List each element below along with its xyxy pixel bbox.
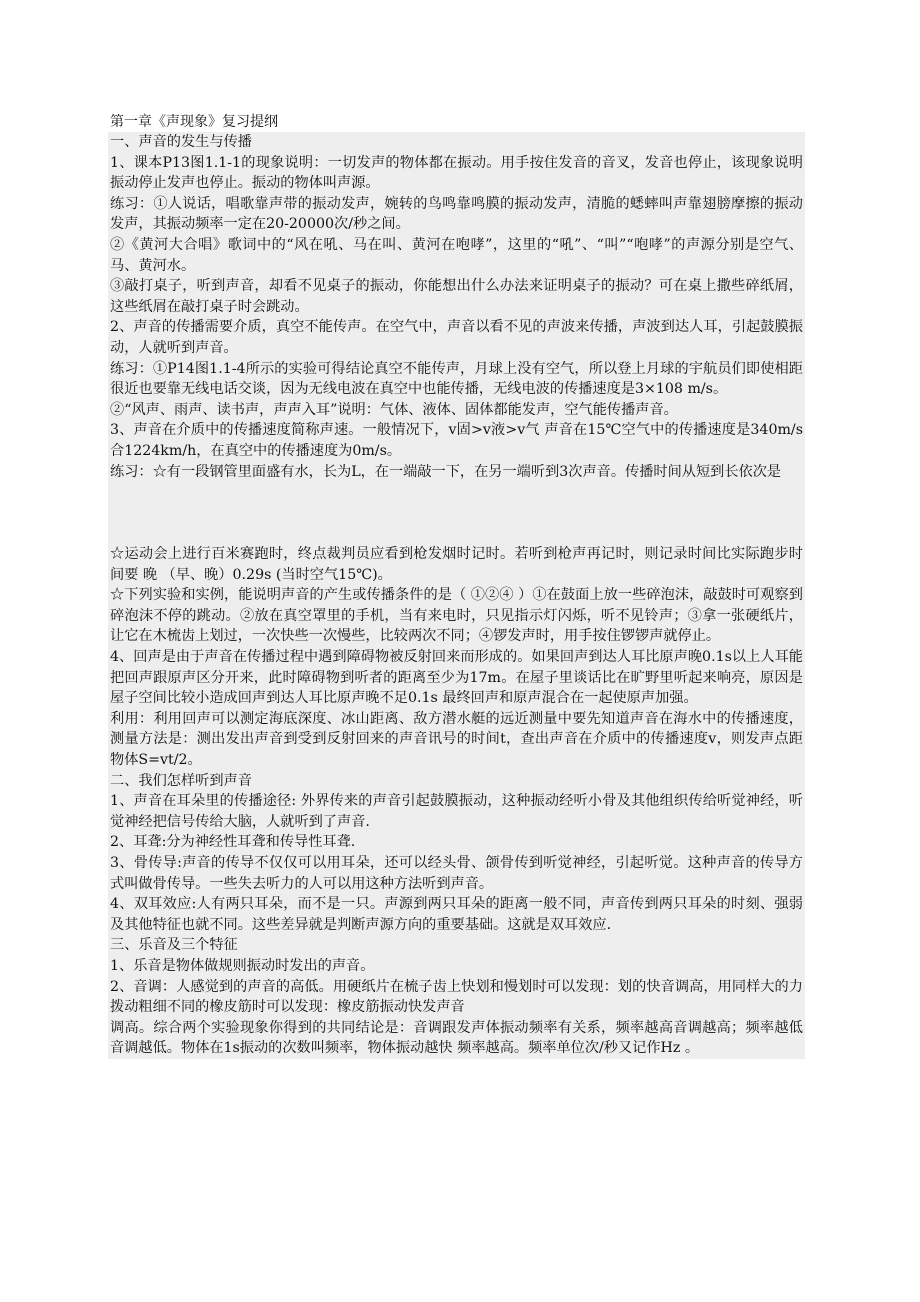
paragraph: 1、课本P13图1.1-1的现象说明：一切发声的物体都在振动。用手按住发音的音叉，发音也停止，该现象说明振动停止发声也停止。振动的物体叫声源。 xyxy=(110,154,803,192)
exercise-paragraph: 练习：☆有一段钢管里面盛有水，长为L，在一端敲一下，在另一端听到3次声音。传播时间从短到长依次是 xyxy=(110,463,782,480)
exercise-paragraph: ②《黄河大合唱》歌词中的“风在吼、马在叫、黄河在咆哮”，这里的“吼”、“叫”“咆哮”的声源分别是空气、马、黄河水。 xyxy=(110,236,803,274)
exercise-paragraph: 练习：①P14图1.1-4所示的实验可得结论真空不能传声，月球上没有空气，所以登上月球的宇航员们即使相距很近也要靠无线电话交谈，因为无线电波在真空中也能传播，无线电波的传播速度是3×108 m/s。 xyxy=(110,360,803,398)
paragraph: 3、骨传导:声音的传导不仅仅可以用耳朵，还可以经头骨、颌骨传到听觉神经，引起听觉。这种声音的传导方式叫做骨传导。一些失去听力的人可以用这种方法听到声音。 xyxy=(110,855,803,892)
paragraph: 利用：利用回声可以测定海底深度、冰山距离、敌方潜水艇的远近测量中要先知道声音在海水中的传播速度，测量方法是：测出发出声音到受到反射回来的声音讯号的时间t，查出声音在介质中的传播速度v，则发声点距物体S=vt/2。 xyxy=(110,710,803,769)
paragraph: 2、耳聋:分为神经性耳聋和传导性耳聋. xyxy=(110,834,356,851)
exercise-paragraph: ②“风声、雨声、读书声，声声入耳”说明：气体、液体、固体都能发声，空气能传播声音。 xyxy=(110,401,678,418)
paragraph: 1、乐音是物体做规则振动时发出的声音。 xyxy=(110,957,375,974)
paragraph: 3、声音在介质中的传播速度简称声速。一般情况下，v固>v液>v气 声音在15℃空气中的传播速度是340m/s合1224km/h，在真空中的传播速度为0m/s。 xyxy=(110,422,803,459)
paragraph: 2、音调：人感觉到的声音的高低。用硬纸片在梳子齿上快划和慢划时可以发现：划的快音调高，用同样大的力拨动粗细不同的橡皮筋时可以发现：橡皮筋振动快发声音 xyxy=(110,978,803,1016)
exercise-paragraph: ☆运动会上进行百米赛跑时，终点裁判员应看到枪发烟时记时。若听到枪声再记时，则记录时间比实际跑步时间要 晚 （早、晚）0.29s (当时空气15℃)。 xyxy=(110,546,803,583)
paragraph: 2、声音的传播需要介质，真空不能传声。在空气中，声音以看不见的声波来传播，声波到达人耳，引起鼓膜振动，人就听到声音。 xyxy=(110,319,803,356)
paragraph: 调高。综合两个实验现象你得到的共同结论是：音调跟发声体振动频率有关系，频率越高音调越高；频率越低音调越低。物体在1s振动的次数叫频率，物体振动越快 频率越高。频率单位次/秒又记作Hz 。 xyxy=(110,1019,803,1057)
exercise-paragraph: ③敲打桌子，听到声音，却看不见桌子的振动，你能想出什么办法来证明桌子的振动？可在桌上撒些碎纸屑，这些纸屑在敲打桌子时会跳动。 xyxy=(110,278,803,315)
section-heading-2: 二、我们怎样听到声音 xyxy=(110,772,252,789)
exercise-paragraph: ☆下列实验和实例，能说明声音的产生或传播条件的是（ ①②④ ）①在鼓面上放一些碎泡沫，敲鼓时可观察到碎泡沫不停的跳动。②放在真空罩里的手机，当有来电时，只见指示灯闪烁，听不见铃声；③拿一张硬纸片，让它在木梳齿上划过，一次快些一次慢些，比较两次不同；④锣发声时，用手按住锣锣声就停止。 xyxy=(110,587,803,645)
document-body xyxy=(108,132,805,1059)
paragraph: 4、回声是由于声音在传播过程中遇到障碍物被反射回来而形成的。如果回声到达人耳比原声晚0.1s以上人耳能把回声跟原声区分开来，此时障碍物到听者的距离至少为17m。在屋子里谈话比在旷野里听起来响亮，原因是屋子空间比较小造成回声到达人耳比原声晚不足0.1s 最终回声和原声混合在一起使原声加强。 xyxy=(110,649,803,707)
document-title: 第一章《声现象》复习提纲 xyxy=(110,114,278,130)
exercise-paragraph: 练习：①人说话，唱歌靠声带的振动发声，婉转的鸟鸣靠鸣膜的振动发声，清脆的蟋蟀叫声靠翅膀摩擦的振动发声，其振动频率一定在20-20000次/秒之间。 xyxy=(110,195,803,233)
paragraph: 1、声音在耳朵里的传播途径: 外界传来的声音引起鼓膜振动，这种振动经听小骨及其他组织传给听觉神经，听觉神经把信号传给大脑，人就听到了声音. xyxy=(110,793,803,830)
paragraph: 4、双耳效应:人有两只耳朵，而不是一只。声源到两只耳朵的距离一般不同，声音传到两只耳朵的时刻、强弱及其他特征也就不同。这些差异就是判断声源方向的重要基础。这就是双耳效应. xyxy=(110,896,803,933)
blank-answer-space xyxy=(110,482,803,544)
section-heading-1: 一、声音的发生与传播 xyxy=(110,134,252,150)
section-heading-3: 三、乐音及三个特征 xyxy=(110,937,238,954)
